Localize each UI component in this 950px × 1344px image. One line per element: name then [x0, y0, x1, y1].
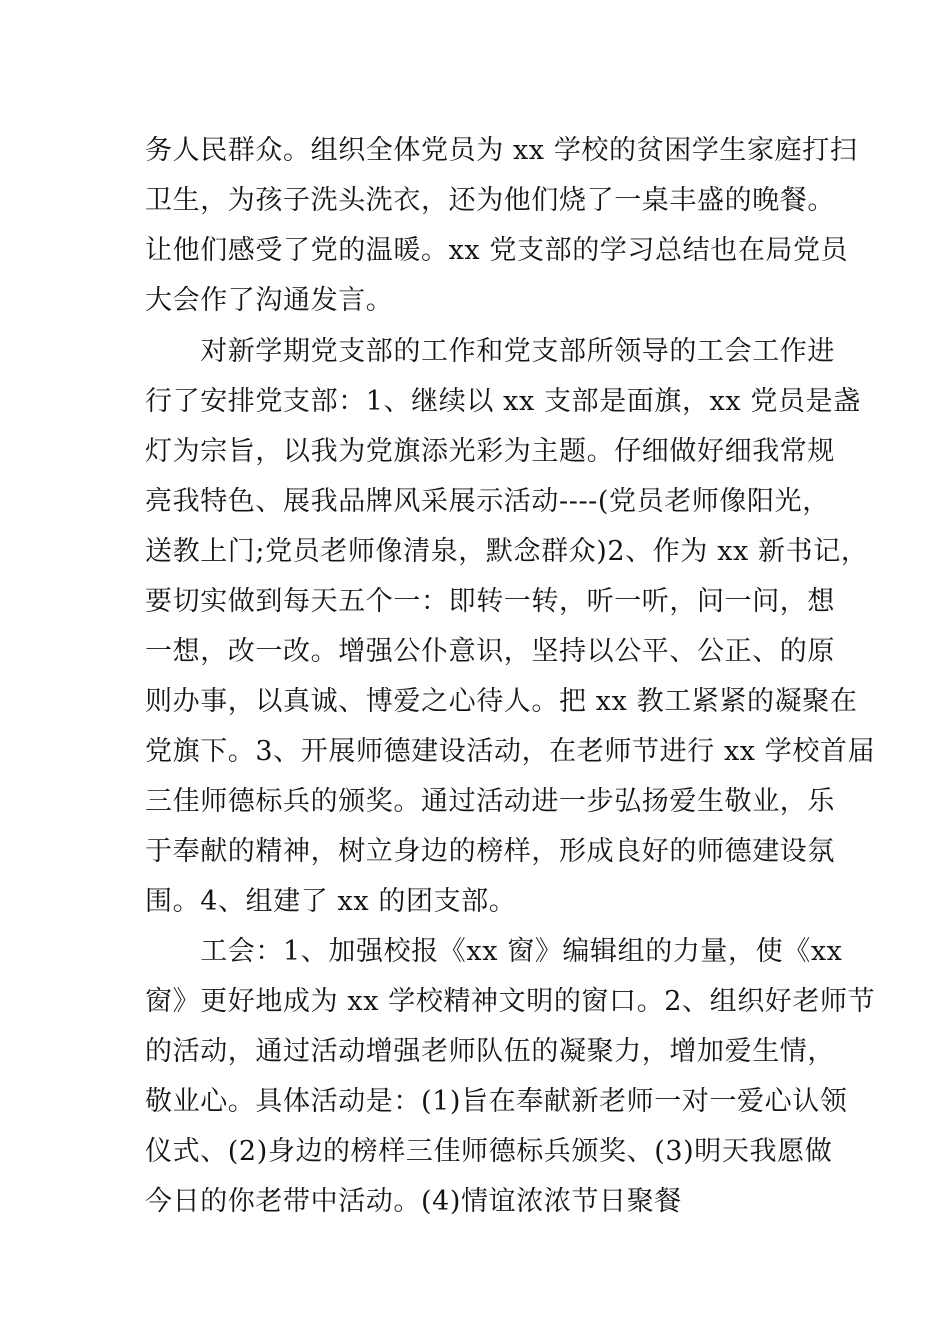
text-line: 今日的你老带中活动。(4)情谊浓浓节日聚餐 — [145, 1186, 682, 1217]
text-line: 一想，改一改。增强公仆意识，坚持以公平、公正、的原 — [145, 636, 835, 667]
text-line: 党旗下。3、开展师德建设活动，在老师节进行 xx 学校首届 — [145, 736, 876, 767]
text-line: 务人民群众。组织全体党员为 xx 学校的贫困学生家庭打扫 — [145, 135, 858, 166]
text-line: 于奉献的精神，树立身边的榜样，形成良好的师德建设氛 — [145, 836, 835, 867]
text-line: 送教上门;党员老师像清泉，默念群众)2、作为 xx 新书记， — [145, 536, 869, 567]
text-line: 卫生，为孩子洗头洗衣，还为他们烧了一桌丰盛的晚餐。 — [145, 185, 835, 216]
text-line: 则办事，以真诚、博爱之心待人。把 xx 教工紧紧的凝聚在 — [145, 686, 858, 717]
text-line: 要切实做到每天五个一：即转一转，听一听，问一问，想 — [145, 586, 835, 617]
text-line: 亮我特色、展我品牌风采展示活动----(党员老师像阳光， — [145, 486, 830, 517]
text-line: 让他们感受了党的温暖。xx 党支部的学习总结也在局党员 — [145, 235, 849, 266]
text-line: 敬业心。具体活动是：(1)旨在奉献新老师一对一爱心认领 — [145, 1086, 848, 1117]
text-line: 对新学期党支部的工作和党支部所领导的工会工作进 — [145, 336, 835, 367]
text-line: 窗》更好地成为 xx 学校精神文明的窗口。2、组织好老师节 — [145, 986, 876, 1017]
text-line: 围。4、组建了 xx 的团支部。 — [145, 886, 517, 917]
text-line: 工会：1、加强校报《xx 窗》编辑组的力量，使《xx — [145, 936, 843, 967]
text-line: 大会作了沟通发言。 — [145, 285, 394, 316]
text-line: 行了安排党支部：1、继续以 xx 支部是面旗，xx 党员是盏 — [145, 386, 861, 417]
text-line: 仪式、(2)身边的榜样三佳师德标兵颁奖、(3)明天我愿做 — [145, 1136, 833, 1167]
text-line: 三佳师德标兵的颁奖。通过活动进一步弘扬爱生敬业，乐 — [145, 786, 835, 817]
text-line: 灯为宗旨，以我为党旗添光彩为主题。仔细做好细我常规 — [145, 436, 835, 467]
text-line: 的活动，通过活动增强老师队伍的凝聚力，增加爱生情， — [145, 1036, 835, 1067]
